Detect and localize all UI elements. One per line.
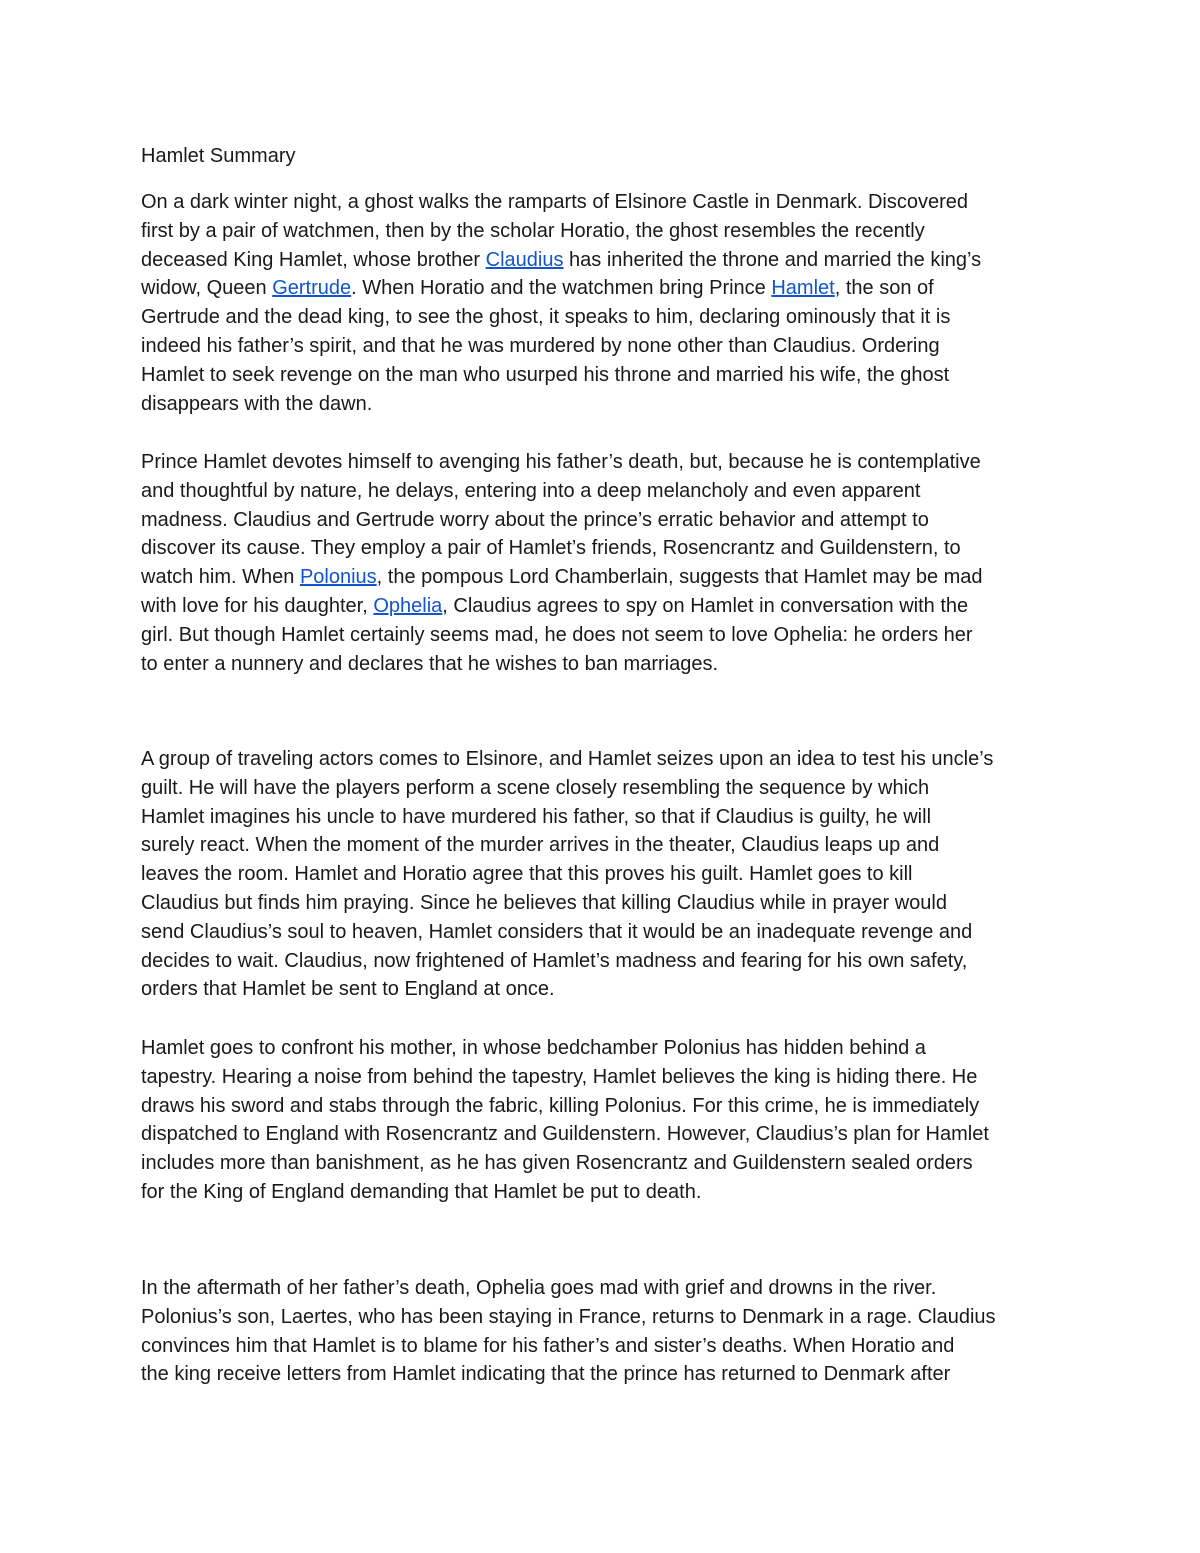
paragraph-5 xyxy=(141,1274,996,1389)
link-polonius[interactable]: Polonius xyxy=(299,566,377,589)
link-hamlet[interactable]: Hamlet xyxy=(771,277,835,300)
text-line: disappears with the dawn. xyxy=(141,392,373,415)
text-line: dispatched to England with Rosencrantz and Guildenstern. However, Claudius’s plan for Hamlet xyxy=(141,1123,989,1146)
text-line: to enter a nunnery and declares that he wishes to ban marriages. xyxy=(141,652,719,675)
link-ophelia[interactable]: Ophelia xyxy=(373,594,443,617)
text-line: Hamlet to seek revenge on the man who usurped his throne and married his wife, the ghost xyxy=(141,363,950,386)
text-run: watch him. When xyxy=(141,566,300,589)
text-line: Gertrude and the dead king, to see the ghost, it speaks to him, declaring ominously that it is xyxy=(141,306,951,329)
text-line: In the aftermath of her father’s death, Ophelia goes mad with grief and drowns in the river. xyxy=(141,1277,937,1299)
paragraph-1 xyxy=(141,188,981,418)
text-line xyxy=(141,592,983,621)
text-run: , Claudius agrees to spy on Hamlet in conversation with the xyxy=(442,594,969,617)
link-gertrude[interactable]: Gertrude xyxy=(272,277,352,300)
text-line: girl. But though Hamlet certainly seems mad, he does not seem to love Ophelia: he orders her xyxy=(141,623,973,646)
text-line: A group of traveling actors comes to Elsinore, and Hamlet seizes upon an idea to test his uncle’s xyxy=(141,748,994,770)
paragraph-4 xyxy=(141,1034,989,1207)
text-run: , the pompous Lord Chamberlain, suggests that Hamlet may be mad xyxy=(376,566,983,589)
text-line: tapestry. Hearing a noise from behind the tapestry, Hamlet believes the king is hiding there. He xyxy=(141,1065,978,1088)
text-run: widow, Queen xyxy=(141,277,273,300)
text-line: and thoughtful by nature, he delays, entering into a deep melancholy and even apparent xyxy=(141,479,921,502)
text-line: Hamlet imagines his uncle to have murdered his father, so that if Claudius is guilty, he will xyxy=(141,805,932,828)
text-line: orders that Hamlet be sent to England at once. xyxy=(141,978,555,1001)
text-line: includes more than banishment, as he has given Rosencrantz and Guildenstern sealed orders xyxy=(141,1152,973,1175)
text-line: guilt. He will have the players perform a scene closely resembling the sequence by which xyxy=(141,776,930,799)
text-line: Prince Hamlet devotes himself to avenging his father’s death, but, because he is contemplative xyxy=(141,451,981,473)
text-run: , the son of xyxy=(834,277,934,300)
text-run: . When Horatio and the watchmen bring Prince xyxy=(351,277,772,300)
text-run: has inherited the throne and married the king’s xyxy=(563,248,982,271)
text-line: first by a pair of watchmen, then by the scholar Horatio, the ghost resembles the recently xyxy=(141,219,925,242)
text-line: the king receive letters from Hamlet indicating that the prince has returned to Denmark after xyxy=(141,1363,951,1386)
text-line: On a dark winter night, a ghost walks the ramparts of Elsinore Castle in Denmark. Discovered xyxy=(141,191,969,213)
paragraph-2 xyxy=(141,448,983,678)
text-line: convinces him that Hamlet is to blame for his father’s and sister’s deaths. When Horatio and xyxy=(141,1334,955,1357)
text-line: Claudius but finds him praying. Since he believes that killing Claudius while in prayer would xyxy=(141,891,947,914)
text-line: indeed his father’s spirit, and that he was murdered by none other than Claudius. Ordering xyxy=(141,334,940,357)
paragraph-3 xyxy=(141,745,993,1004)
text-line: Polonius’s son, Laertes, who has been staying in France, returns to Denmark in a rage. Claudius xyxy=(141,1305,996,1328)
text-run: with love for his daughter, xyxy=(141,594,374,617)
text-line: send Claudius’s soul to heaven, Hamlet considers that it would be an inadequate revenge and xyxy=(141,920,973,943)
document-title: Hamlet Summary xyxy=(141,145,296,167)
link-claudius[interactable]: Claudius xyxy=(485,248,564,271)
text-line: draws his sword and stabs through the fabric, killing Polonius. For this crime, he is immediately xyxy=(141,1094,980,1117)
text-line xyxy=(141,246,981,275)
text-run: deceased King Hamlet, whose brother xyxy=(141,248,486,271)
text-line: decides to wait. Claudius, now frightened of Hamlet’s madness and fearing for his own safety, xyxy=(141,949,968,972)
text-line: for the King of England demanding that Hamlet be put to death. xyxy=(141,1180,702,1203)
text-line: discover its cause. They employ a pair of Hamlet’s friends, Rosencrantz and Guildenstern, to xyxy=(141,537,961,560)
text-line: Hamlet goes to confront his mother, in whose bedchamber Polonius has hidden behind a xyxy=(141,1037,926,1059)
text-line xyxy=(141,274,981,303)
text-line: leaves the room. Hamlet and Horatio agree that this proves his guilt. Hamlet goes to kill xyxy=(141,863,913,886)
text-line: surely react. When the moment of the murder arrives in the theater, Claudius leaps up and xyxy=(141,834,940,857)
text-line xyxy=(141,563,983,592)
text-line: madness. Claudius and Gertrude worry about the prince’s erratic behavior and attempt to xyxy=(141,508,929,531)
